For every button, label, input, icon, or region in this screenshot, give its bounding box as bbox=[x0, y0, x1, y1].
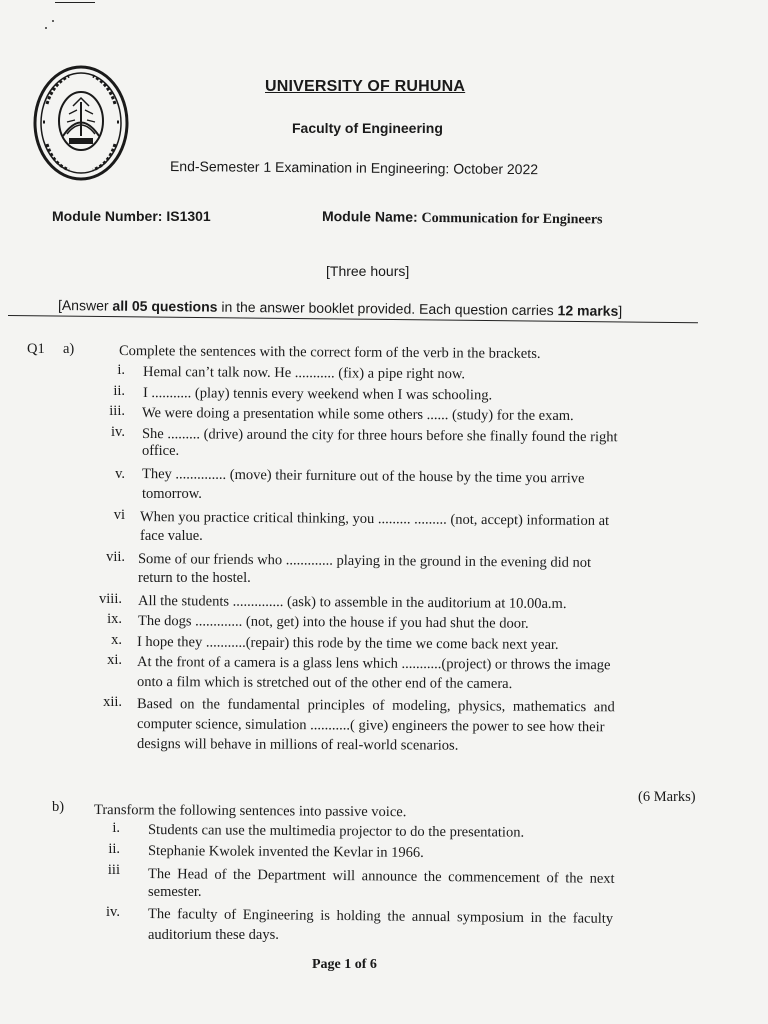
item-number: xii. bbox=[103, 694, 122, 710]
faculty-name: Faculty of Engineering bbox=[292, 120, 443, 136]
part-b-label: b) bbox=[52, 799, 65, 815]
list-item: All the students .............. (ask) to assemble in the auditorium at 10.00a.m. bbox=[137, 593, 567, 612]
item-number: iii bbox=[107, 862, 120, 878]
module-name-label: Module Name: bbox=[321, 208, 418, 225]
item-number: iv. bbox=[111, 424, 125, 440]
item-number: viii. bbox=[99, 591, 122, 607]
list-item: Some of our friends who ............. playing in the ground in the evening did not bbox=[137, 551, 592, 571]
list-item-continued: return to the hostel. bbox=[138, 570, 251, 586]
exam-title: End-Semester 1 Examination in Engineering: October 2022 bbox=[169, 158, 539, 178]
part-a-label: a) bbox=[63, 341, 75, 357]
item-number: i. bbox=[112, 820, 120, 836]
module-number bbox=[52, 208, 211, 224]
item-number: x. bbox=[111, 632, 122, 648]
list-item-continued: designs will behave in millions of real-world scenarios. bbox=[136, 736, 459, 754]
list-item bbox=[142, 466, 712, 489]
module-number-label: Module Number: bbox=[52, 208, 163, 224]
item-number: i. bbox=[117, 362, 125, 378]
page-number: Page 1 of 6 bbox=[312, 957, 377, 972]
list-item-continued: face value. bbox=[140, 528, 203, 544]
scan-speck bbox=[45, 27, 47, 29]
item-number: vii. bbox=[106, 549, 125, 565]
list-item: The faculty of Engineering is holding the annual symposium in the faculty bbox=[147, 906, 614, 927]
module-number-value: IS1301 bbox=[166, 208, 211, 224]
list-item-continued: office. bbox=[142, 443, 180, 459]
scan-speck bbox=[52, 20, 54, 22]
instruction-part: [Answer bbox=[57, 297, 113, 314]
list-item: When you practice critical thinking, you ......... ......... (not, accept) information at bbox=[139, 509, 610, 530]
list-item: Students can use the multimedia projector to do the presentation. bbox=[147, 822, 525, 841]
list-item-continued: auditorium these days. bbox=[148, 927, 279, 943]
university-seal-icon bbox=[33, 64, 129, 182]
list-item: Stephanie Kwolek invented the Kevlar in 1966. bbox=[147, 843, 424, 861]
list-item-continued: computer science, simulation ...........( give) engineers the power to see how their bbox=[136, 716, 605, 736]
instruction-part: ] bbox=[618, 302, 623, 319]
module-name bbox=[322, 208, 603, 228]
list-item-text: They .............. (move) their furniture out of the house by the time you arrive bbox=[141, 466, 585, 487]
item-number: iii. bbox=[109, 403, 125, 419]
exam-duration: [Three hours] bbox=[326, 263, 410, 279]
instruction-marks: 12 marks bbox=[557, 302, 619, 319]
item-number: ii. bbox=[113, 383, 125, 399]
item-number: vi bbox=[113, 507, 125, 523]
item-number: ii. bbox=[108, 841, 120, 857]
list-item-continued: tomorrow. bbox=[142, 486, 202, 502]
list-item: Hemal can’t talk now. He ........... (fix) a pipe right now. bbox=[142, 364, 466, 383]
part-a-prompt: Complete the sentences with the correct form of the verb in the brackets. bbox=[118, 343, 541, 362]
list-item-continued: semester. bbox=[148, 884, 202, 900]
item-number: xi. bbox=[107, 652, 122, 668]
list-item: I ........... (play) tennis every weekend when I was schooling. bbox=[142, 385, 493, 404]
question-label: Q1 bbox=[27, 341, 45, 357]
list-item: She ......... (drive) around the city for three hours before she finally found the right bbox=[141, 426, 618, 446]
instruction-emphasis: all 05 questions bbox=[112, 297, 218, 315]
list-item: We were doing a presentation while some others ...... (study) for the exam. bbox=[141, 405, 574, 425]
list-item: I hope they ...........(repair) this rode by the time we come back next year. bbox=[136, 634, 559, 653]
item-number: ix. bbox=[107, 611, 122, 627]
list-item: The Head of the Department will announce the commencement of the next bbox=[147, 866, 615, 887]
scan-top-line bbox=[55, 2, 95, 3]
part-a-marks: (6 Marks) bbox=[638, 789, 696, 805]
list-item: Based on the fundamental principles of modeling, physics, mathematics and bbox=[136, 696, 615, 716]
university-name: UNIVERSITY OF RUHUNA bbox=[265, 78, 466, 95]
list-item: The dogs ............. (not, get) into the house if you had shut the door. bbox=[137, 613, 529, 632]
part-b-prompt: Transform the following sentences into passive voice. bbox=[93, 802, 407, 821]
module-name-value: Communication for Engineers bbox=[421, 210, 603, 228]
item-number: iv. bbox=[106, 904, 120, 920]
instruction-part: in the answer booklet provided. Each question carries bbox=[217, 298, 558, 319]
list-item-continued: onto a film which is stretched out of the other end of the camera. bbox=[136, 674, 513, 692]
item-number: v. bbox=[115, 466, 125, 482]
list-item: At the front of a camera is a glass lens which ...........(project) or throws the image bbox=[136, 654, 611, 674]
